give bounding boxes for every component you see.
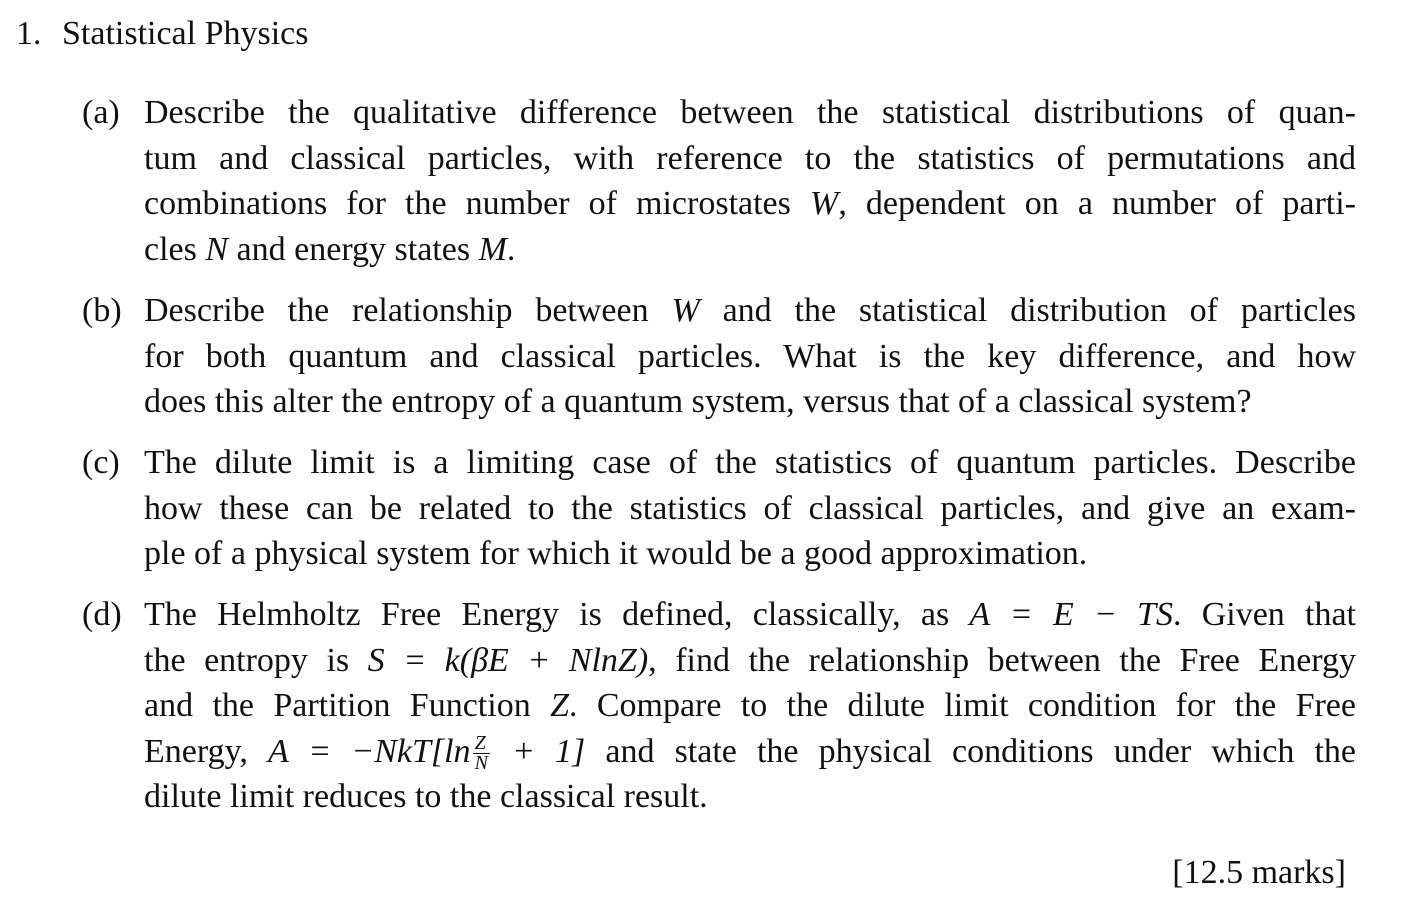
math-W: W (671, 292, 700, 329)
part-c (82, 440, 1356, 577)
part-b-label: (b) (82, 292, 122, 329)
math-entropy-expression: S = k(βE + NlnZ) (367, 641, 649, 679)
text-run: The Helmholtz Free Energy is defined, classically, as (144, 596, 970, 633)
part-b (82, 288, 1356, 425)
part-a-text (144, 90, 1356, 272)
text-run: combinations for the number of microstates (144, 185, 810, 222)
part-b-line-1 (144, 288, 1356, 334)
text-run: . (506, 230, 516, 268)
part-a-line-1: Describe the qualitative difference between the statistical distributions of quan- (144, 94, 1356, 131)
part-a-line-4 (144, 227, 1356, 273)
part-d (82, 592, 1356, 820)
part-d-line-5: dilute limit reduces to the classical result. (144, 778, 708, 815)
question-heading (16, 14, 309, 54)
text-run: and state the physical conditions under which the (585, 732, 1356, 770)
part-d-text (144, 592, 1356, 820)
math-helmholtz-definition: A = E − TS (969, 596, 1173, 633)
math-Z: Z (550, 687, 569, 724)
part-d-label: (d) (82, 596, 122, 633)
text-run: and the statistical distribution of particles (699, 292, 1356, 329)
math-M: M (478, 230, 507, 268)
question-title: Statistical Physics (62, 15, 309, 52)
text-run: Describe the relationship between (144, 292, 672, 329)
part-d-line-1 (144, 592, 1356, 638)
part-b-text (144, 288, 1356, 425)
part-b-line-2: for both quantum and classical particles. What is the key difference, and how (144, 337, 1356, 375)
text-run: . Given that (1173, 596, 1357, 633)
fraction-numerator: Z (473, 734, 490, 754)
question-number: 1. (16, 15, 42, 52)
part-c-line-2: how these can be related to the statistics of classical particles, and give an exam- (144, 489, 1356, 527)
part-c-line-1: The dilute limit is a limiting case of the statistics of quantum particles. Describe (144, 444, 1356, 481)
part-d-line-2 (144, 638, 1356, 684)
math-dilute-limit-lhs: A = −NkT[ln (267, 732, 471, 770)
marks-total: [12.5 marks] (1172, 854, 1346, 891)
part-a-line-2: tum and classical particles, with reference to the statistics of permutations and (144, 139, 1356, 177)
part-d-line-4 (144, 729, 1356, 775)
text-run: and energy states (228, 230, 479, 268)
text-run: , find the relationship between the Free Energy (648, 641, 1356, 679)
part-c-line-3: ple of a physical system for which it would be a good approximation. (144, 535, 1088, 572)
text-run: . Compare to the dilute limit condition for the Free (568, 687, 1356, 724)
part-a (82, 90, 1356, 272)
text-run: , dependent on a number of parti- (838, 185, 1357, 222)
fraction-Z-over-N (473, 734, 490, 773)
part-d-line-3 (144, 683, 1356, 729)
math-W: W (809, 185, 839, 222)
fraction-denominator: N (474, 752, 488, 775)
math-N: N (205, 230, 229, 268)
text-run: the entropy is (144, 641, 368, 679)
part-c-label: (c) (82, 444, 120, 481)
part-b-line-3: does this alter the entropy of a quantum system, versus that of a classical system? (144, 383, 1252, 420)
part-a-label: (a) (82, 94, 120, 131)
part-a-line-3 (144, 181, 1356, 227)
text-run: Energy, (144, 732, 268, 770)
math-dilute-limit-rhs: + 1] (491, 732, 586, 770)
part-c-text (144, 440, 1356, 577)
text-run: cles (144, 230, 206, 268)
text-run: and the Partition Function (144, 687, 551, 724)
